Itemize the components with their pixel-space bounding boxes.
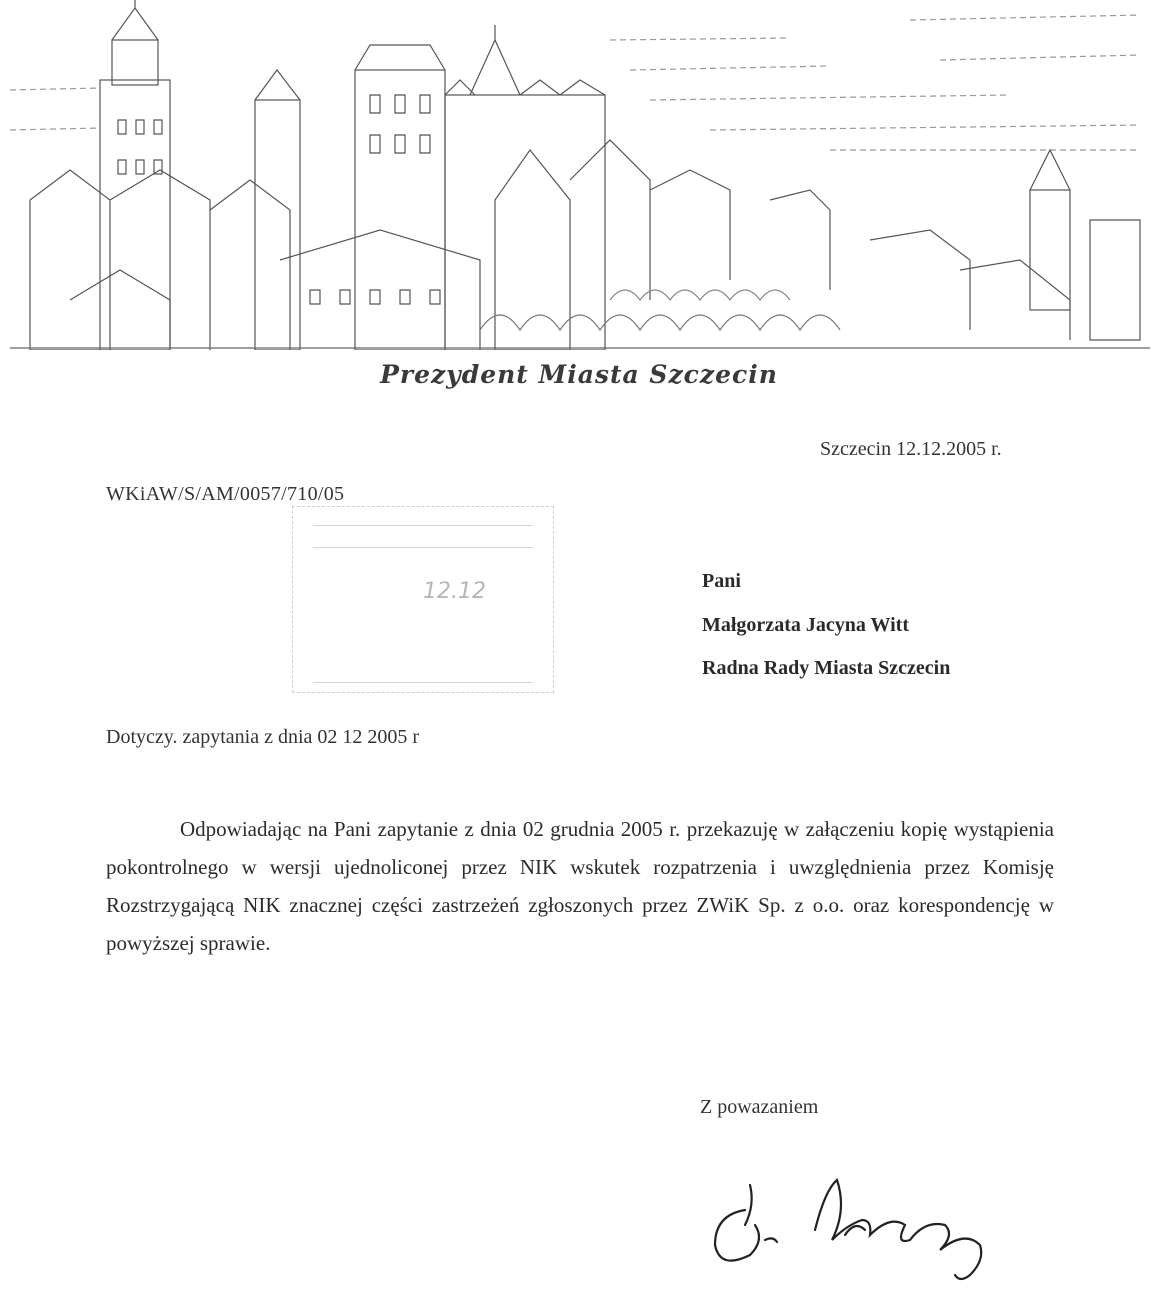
recipient-name: Małgorzata Jacyna Witt bbox=[702, 614, 910, 636]
letterhead-title: Prezydent Miasta Szczecin bbox=[380, 360, 778, 389]
stamp-date: 12.12 bbox=[423, 579, 486, 604]
letter-body: Odpowiadając na Pani zapytanie z dnia 02 grudnia 2005 r. przekazuję w załączeniu kopię wystąpienia pokontrolnego w wersji ujednoliconej przez NIK wskutek rozpatrzenia i uwzględnienia przez Komisję Rozstrzygającą NIK znacznej części zastrzeżeń zgłoszonych przez ZWiK Sp. z o.o. oraz korespondencję w powyższej sprawie. bbox=[106, 817, 1054, 955]
recipient-role: Radna Rady Miasta Szczecin bbox=[702, 657, 951, 679]
registration-stamp bbox=[292, 506, 554, 693]
cityscape-drawing bbox=[10, 0, 1150, 350]
recipient-salutation: Pani bbox=[702, 570, 741, 592]
signature-drawing bbox=[705, 1170, 1035, 1290]
letter-date: Szczecin 12.12.2005 r. bbox=[820, 438, 1002, 460]
closing-phrase: Z powazaniem bbox=[700, 1096, 819, 1118]
reference-number: WKiAW/S/AM/0057/710/05 bbox=[106, 483, 345, 505]
subject-line: Dotyczy. zapytania z dnia 02 12 2005 r bbox=[106, 726, 420, 748]
handwritten-signature bbox=[705, 1170, 1035, 1290]
letterhead-illustration bbox=[10, 0, 1150, 350]
